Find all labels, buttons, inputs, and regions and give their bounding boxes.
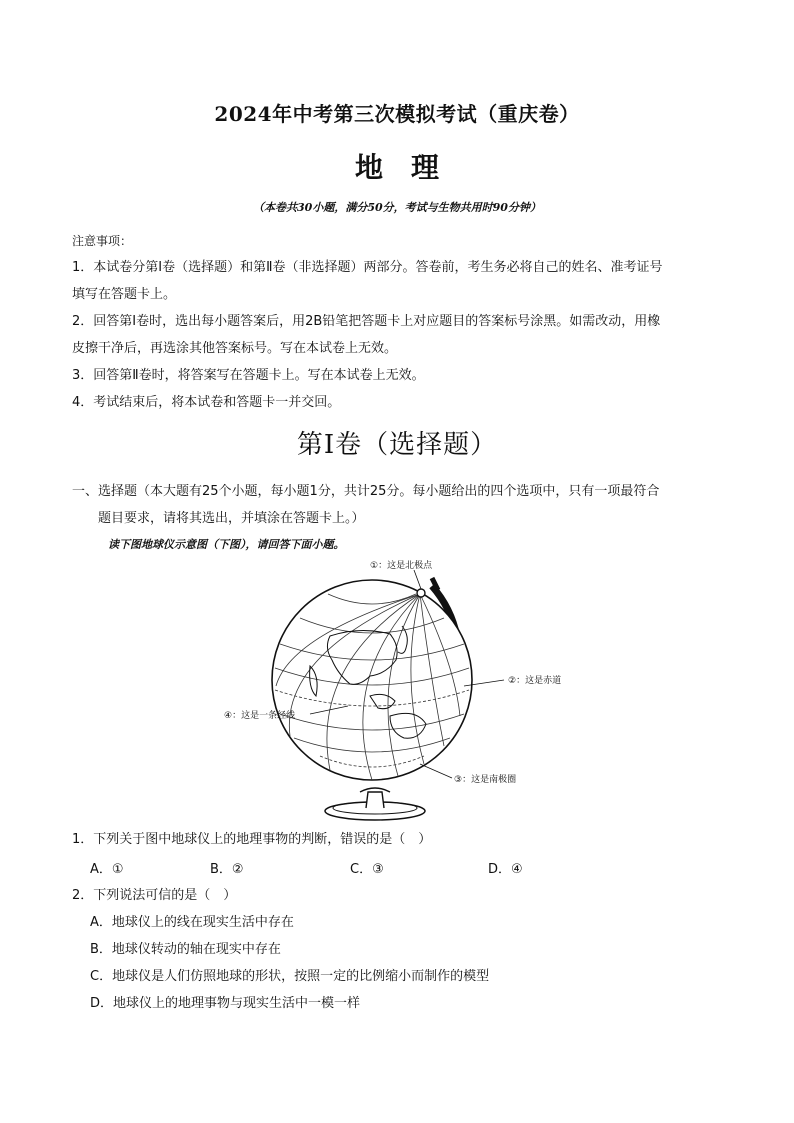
question-2-option-b: B．地球仪转动的轴在现实中存在 bbox=[90, 942, 281, 957]
question-1-option-a: A．① bbox=[90, 862, 124, 877]
note-line: 3．回答第Ⅱ卷时，将答案写在答题卡上。写在本试卷上无效。 bbox=[72, 368, 425, 383]
question-2-option-a: A．地球仪上的线在现实生活中存在 bbox=[90, 915, 294, 930]
notes-heading: 注意事项： bbox=[72, 234, 133, 248]
subject-title: 地理 bbox=[354, 151, 467, 184]
note-line: 填写在答题卡上。 bbox=[72, 287, 177, 302]
part-intro-line1: 一、选择题（本大题有25个小题，每小题1分，共计25分。每小题给出的四个选项中，只有一项最符合 bbox=[72, 484, 660, 499]
question-1-option-b: B．② bbox=[210, 862, 244, 877]
question-2-option-d: D．地球仪上的地理事物与现实生活中一模一样 bbox=[90, 996, 361, 1011]
globe-sphere bbox=[272, 580, 472, 780]
notes-block bbox=[72, 234, 732, 416]
question-1-option-d: D．④ bbox=[488, 862, 523, 877]
note-line: 皮擦干净后，再选涂其他答案标号。写在本试卷上无效。 bbox=[72, 341, 398, 356]
part-intro bbox=[72, 478, 732, 532]
label-meridian: ④：这是一条经线 bbox=[224, 711, 296, 721]
label-antarctic-circle: ③：这是南极圈 bbox=[454, 775, 517, 785]
note-line: 4．考试结束后，将本试卷和答题卡一并交回。 bbox=[72, 395, 341, 410]
question-1-stem: 1．下列关于图中地球仪上的地理事物的判断，错误的是（ ） bbox=[72, 832, 432, 847]
read-hint: 读下图地球仪示意图（下图），请回答下面小题。 bbox=[108, 538, 345, 551]
note-line: 2．回答第Ⅰ卷时，选出每小题答案后，用2B铅笔把答题卡上对应题目的答案标号涂黑。如需改动，用橡 bbox=[72, 314, 661, 329]
exam-title: 2024年中考第三次模拟考试（重庆卷） bbox=[214, 102, 580, 126]
label-equator: ②：这是赤道 bbox=[508, 676, 562, 686]
question-1-option-c: C．③ bbox=[350, 862, 384, 877]
section-title: 第Ⅰ卷（选择题） bbox=[296, 430, 498, 460]
note-line: 1．本试卷分第Ⅰ卷（选择题）和第Ⅱ卷（非选择题）两部分。答卷前，考生务必将自己的姓名、准考证号 bbox=[72, 260, 663, 275]
north-pole-marker bbox=[417, 589, 425, 597]
question-2-stem: 2．下列说法可信的是（ ） bbox=[72, 888, 237, 903]
question-2-option-c: C．地球仪是人们仿照地球的形状，按照一定的比例缩小而制作的模型 bbox=[90, 969, 490, 984]
globe-figure bbox=[220, 556, 580, 822]
label-north-pole: ①：这是北极点 bbox=[370, 561, 433, 571]
part-intro-line2: 题目要求，请将其选出，并填涂在答题卡上。） bbox=[98, 511, 365, 526]
exam-subtitle: （本卷共30小题，满分50分，考试与生物共用时90分钟） bbox=[253, 201, 541, 214]
